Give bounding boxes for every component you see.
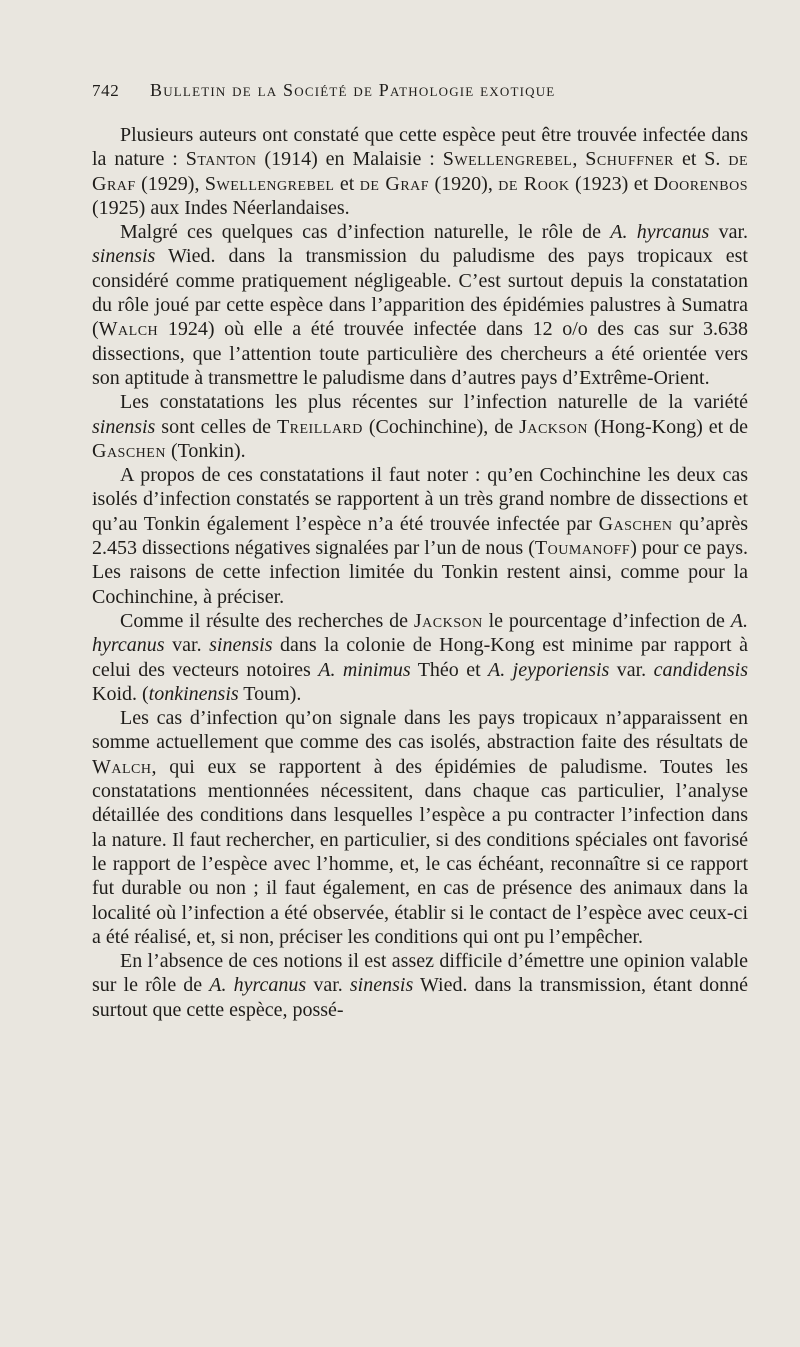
text-run: Les constatations les plus récentes sur l’infection naturelle de la variété (120, 391, 748, 414)
paragraph (92, 609, 748, 706)
species-name: sinensis (92, 415, 156, 438)
text-run: var. (306, 974, 350, 997)
species-name: sinensis (349, 974, 414, 997)
author-name: Doorenbos (653, 172, 748, 195)
text-run: sont celles de (155, 415, 277, 438)
paragraph (92, 390, 748, 463)
species-name: A. hyrcanus (610, 221, 710, 244)
author-name: de Graf (92, 148, 749, 195)
species-name: tonkinensis (148, 682, 239, 705)
species-name: A. hyrcanus (92, 609, 749, 657)
paragraph (92, 949, 748, 1022)
paragraph (92, 463, 748, 609)
species-name: A. hyrcanus (209, 974, 307, 997)
page-number: 742 (92, 81, 120, 100)
text-run: qu’après 2.453 dissections négatives signalées par l’un de nous ( (92, 512, 749, 560)
author-name: de Graf (359, 172, 430, 195)
text-run: Plusieurs auteurs ont constaté que cette espèce peut être trouvée infectée dans la nature : (92, 124, 748, 171)
author-name: Jackson (413, 609, 483, 632)
author-name: de Rook (498, 172, 570, 195)
author-name: Swellengrebel (442, 148, 573, 171)
running-title: Bulletin de la Société de Pathologie exotique (150, 80, 556, 100)
species-name: candidensis (653, 658, 749, 681)
author-name: Walch (98, 318, 159, 341)
author-name: Gaschen (92, 439, 166, 462)
author-name: Swellengrebel (204, 172, 335, 195)
species-name: sinensis (209, 634, 273, 657)
text-run: 1924) où elle a été trouvée infectée dans 12 o/o des cas sur 3.638 dissections, que l’attention toute particulière des chercheurs a été orientée vers son aptitude à transmettre le paludisme dans d’autres pays d’Extrême-Orient. (92, 318, 748, 389)
text-run: , (572, 148, 586, 171)
author-name: Gaschen (598, 512, 673, 535)
body-text (92, 123, 748, 1022)
text-run: (1925) aux Indes Néerlandaises. (92, 196, 350, 219)
species-name: A. jeyporiensis (488, 658, 610, 681)
author-name: Treillard (276, 415, 363, 438)
text-run: Malgré ces quelques cas d’infection naturelle, le rôle de (120, 221, 611, 244)
text-run: (Cochinchine), de (362, 415, 520, 438)
author-name: Schuffner (585, 148, 675, 171)
text-run: Toum). (238, 682, 302, 705)
text-run: , qui eux se rapportent à des épidémies de paludisme. Toutes les constatations mentionnées nécessitent, dans chaque cas particulier, l’analyse détaillée des conditions dans lesquelles l’espèce a pu contracter l’infection dans la nature. Il faut rechercher, en particulier, si des conditions spéciales ont favorisé le rapport de l’espèce avec l’homme, et, le cas échéant, reconnaître si ce rapport fut durable ou non ; il faut également, en cas de présence des animaux dans la localité où l’infection a été observée, établir si le contact de l’espèce avec ceux-ci a été réalisé, et, si non, préciser les conditions qui ont pu l’empêcher. (92, 755, 748, 948)
text-run: Wied. dans la transmission, étant donné surtout que cette espèce, possé- (92, 974, 749, 1021)
text-run: dans la colonie de Hong-Kong est minime par rapport à celui des vecteurs notoires (92, 634, 748, 681)
text-run: le pourcentage d’infection de (482, 609, 731, 632)
text-run: var. (709, 221, 749, 244)
text-run: Théo et (410, 658, 489, 681)
text-run: Koid. ( (92, 682, 149, 705)
text-run: (1920), (429, 172, 499, 195)
text-run: var. (609, 658, 654, 681)
text-run: En l’absence de ces notions il est assez difficile d’émettre une opinion valable sur le rôle de (92, 950, 748, 997)
author-name: Walch (92, 755, 152, 778)
paragraph (92, 220, 748, 390)
text-run: (1929), (135, 172, 205, 195)
paragraph (92, 123, 748, 220)
author-name: Stanton (185, 148, 257, 171)
text-run: (Hong-Kong) et de (587, 415, 749, 438)
species-name: A. minimus (318, 658, 411, 681)
text-run: et (334, 172, 360, 195)
text-run: var. (164, 634, 210, 657)
paragraph (92, 706, 748, 949)
author-name: Jackson (519, 415, 588, 438)
author-name: Toumanoff (534, 537, 631, 560)
text-run: Comme il résulte des recherches de (120, 609, 414, 632)
text-run: (1914) en Malaisie : (256, 148, 443, 171)
species-name: sinensis (92, 245, 156, 268)
text-run: (1923) et (569, 172, 654, 195)
text-run: ) pour ce pays. Les raisons de cette infection limitée du Tonkin restent ainsi, comme pour la Cochinchine, à préciser. (92, 537, 748, 608)
text-run: Les cas d’infection qu’on signale dans les pays tropicaux n’apparaissent en somme actuellement que comme des cas isolés, abstraction faite des résultats de (92, 707, 748, 754)
text-run: A propos de ces constatations il faut noter : qu’en Cochinchine les deux cas isolés d’infection constatés se rapportent à un très grand nombre de dissections et qu’au Tonkin également l’espèce n’a été trouvée infectée par (92, 464, 748, 535)
running-header (92, 80, 748, 101)
text-run: (Tonkin). (165, 439, 246, 462)
text-run: Wied. dans la transmission du paludisme des pays tropicaux est considéré comme pratiquement négligeable. C’est surtout depuis la constatation du rôle joué par cette espèce dans l’apparition des épidémies palustres à Sumatra ( (92, 245, 748, 341)
text-run: et S. (674, 148, 729, 171)
